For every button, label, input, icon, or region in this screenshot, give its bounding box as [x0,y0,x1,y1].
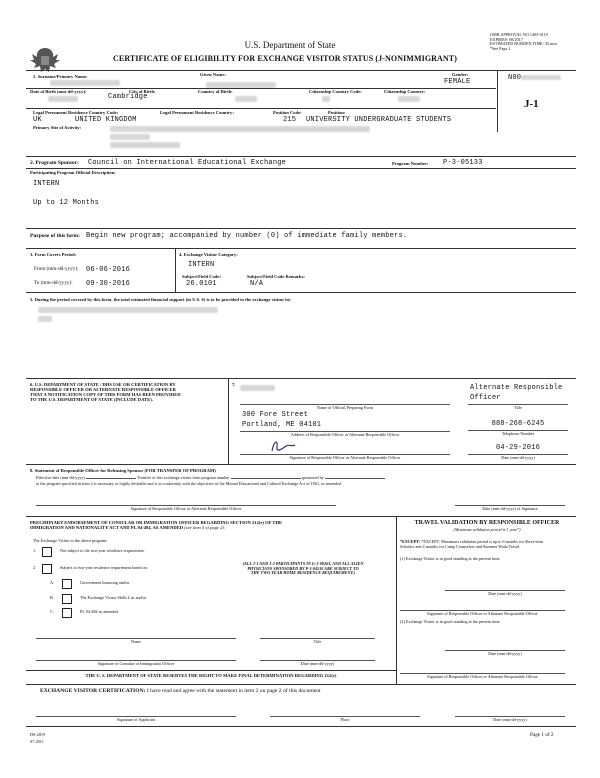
endorse-c-text: PL 94-484 as amended [80,609,119,614]
purpose-value: Begin new program; accompanied by number (0) of immediate family members. [86,232,408,240]
endorse-note-2: PHYSICIANS SPONSORED BY P-3-04510 ARE SUBJECT TO [247,565,359,571]
program-desc-1: INTERN [33,180,60,188]
surname-value [50,80,120,86]
position-label: Position: [328,110,346,115]
city-birth-label: City of Birth: [129,89,156,94]
endorse-title-1: PRELIMINARY ENDORSEMENT OF CONSULAR OR IMMIGRATION OFFICER REGARDING SECTION 212(e) OF THE [30,520,283,525]
travel-date-label-2: Date (mm-dd-yyyy) [488,651,522,656]
pl94-checkbox[interactable] [62,608,72,618]
gender-value: FEMALE [444,78,471,86]
omb-expires: EXPIRES: 08/2017 [490,36,523,42]
cert-text: I have read and agree with the statement in item 2 on page 2 of this document [146,688,321,694]
period-label: 3. Form Covers Period: [30,252,77,257]
citizenship-code-label: Citizenship Country Code: [309,89,362,94]
program-desc-2: Up to 12 Months [33,199,100,207]
financial-support-value-1 [38,307,218,313]
place-label: Place [340,717,350,722]
form-title: CERTIFICATE OF ELIGIBILITY FOR EXCHANGE VISITOR STATUS (J-NONIMMIGRANT) [113,54,457,63]
consular-date-label: Date (mm-dd-yyyy) [300,661,335,666]
endorse-opt1-text: Not subject to the two-year residence requirement. [60,548,145,553]
skills-list-checkbox[interactable] [62,594,72,604]
transfer-effective-date: Effective date (mm-dd-yyyy) [36,475,85,480]
dob-value [48,96,78,102]
official-title-label: Title [514,405,522,410]
dos-note-3: THAT A NOTIFICATION COPY OF THIS FORM HAS BEEN PROVIDED [30,392,181,398]
form-revision: 07-2011 [30,739,44,744]
dob-label: Date of Birth (mm-dd-yyyy): [30,89,87,94]
from-value: 06-06-2016 [86,266,131,274]
category-label: 4. Exchange Visitor Category: [179,252,238,257]
not-subject-checkbox[interactable] [42,547,52,557]
endorse-note-1: (ALL J-1 AND J-2 PARTICIPANTS IN G-2-00263, AND ALL ALIEN [242,561,364,566]
cert-date-label: Date (mm-dd-yyyy) [493,717,527,722]
gov-financing-checkbox[interactable] [62,579,72,589]
travel-except-2: Scholars and 4 months for Camp Counselors and Summer Work/Travel. [400,543,521,549]
omb-burden: ESTIMATED BURDEN TIME: 45 min [490,41,557,47]
transfer-date-label: Date (mm-dd-yyyy) of Signature [482,506,538,511]
sponsor-value: Council on International Educational Exchange [88,159,287,167]
travel-title: TRAVEL VALIDATION BY RESPONSIBLE OFFICER [414,520,560,526]
lpr-country-label: Legal Permanent Residence Country: [160,110,234,115]
transfer-label: 8. Statement of Responsible Officer for Releasing Sponsor (FOR TRANSFER OF PROGRAM) [30,468,216,473]
transfer-signature-label: Signature of Responsible Officer or Alternate Responsible Officer [130,506,242,511]
page-number: Page 1 of 2 [530,732,554,738]
subject-code-value: 26.0101 [186,280,217,288]
to-value: 09-30-2016 [86,280,131,288]
endorse-opt2-num: 2. [33,565,37,570]
position-code-label: Position Code: [273,110,302,115]
consular-signature-label: Signature of Consular or Immigration Officer [97,661,175,666]
endorse-opt1-num: 1. [33,548,37,553]
travel-item-2: (2) Exchange Visitor is in good standing at the present time. [400,619,501,624]
item7-number: 7. [232,382,236,387]
endorse-intro: The Exchange Visitor to the above program: [33,538,108,543]
lpr-code-value: UK [33,116,42,124]
program-desc-label: Participating Program Official Description: [30,170,116,175]
citizenship-code-value [322,96,330,102]
travel-date-label-1: Date (mm-dd-yyyy) [488,591,522,596]
omb-see-page: *See Page 2 [490,45,511,51]
country-birth-label: Country of Birth: [198,89,233,94]
official-name [240,385,275,391]
lpr-code-label: Legal Permanent Residence Country Code: [33,110,119,115]
signed-date-label: Date (mm-dd-yyyy) [501,455,535,460]
lpr-country-value: UNITED KINGDOM [75,116,137,124]
subject-remarks-label: Subject/Field Code Remarks: [247,274,305,279]
citizenship-country-value [398,96,420,102]
form-number: DS-2019 [30,732,46,737]
sponsor-label: 2. Program Sponsor: [30,160,79,166]
endorse-name-label: Name [131,639,141,644]
program-number-label: Program Number: [392,161,429,166]
cert-label: EXCHANGE VISITOR CERTIFICATION: [40,688,146,694]
dos-note-2: RESPONSIBLE OFFICER OR ALTERNATE RESPONSIBLE OFFICER [30,387,176,393]
phone-label: Telephone Number [501,431,535,436]
endorse-footer: THE U. S. DEPARTMENT OF STATE RESERVES THE RIGHT TO MAKE FINAL DETERMINATION REGARDING 212(e) [85,673,337,678]
site-label: Primary Site of Activity: [33,125,82,130]
dos-note-4: TO THE U.S. DEPARTMENT OF STATE (INCLUDE DATE). [30,397,153,403]
endorse-title-label: Title [313,639,322,644]
transfer-from-program: Transfer of this exchange visitor from program number [137,475,230,480]
given-name-label: Given Name: [200,72,226,77]
position-code-value: 215 [283,116,297,124]
endorse-a-letter: A. [50,580,55,585]
to-label: To (mm-dd-yyyy): [34,280,73,286]
category-value: INTERN [188,261,215,269]
dos-note-1: 6. U.S. DEPARTMENT OF STATE / DHS USE OR CERTIFICATION BY [30,382,176,387]
endorse-a-text: Government financing and/or [80,580,130,585]
endorse-title-2b: (see item 5 of page 2). [184,525,226,531]
transfer-sponsored-by: sponsored by [301,475,324,480]
office-address-2: Portland, ME 04101 [242,421,322,429]
site-line1 [110,126,370,132]
site-line3 [110,142,180,148]
city-birth-value: Cambridge [108,93,148,101]
transfer-statement: to the program specified in item 2 is necessary or highly desirable and is in conformity with the objectives of the Mutual Educational and Cultural Exchange Act of 1961, as amended. [36,481,342,486]
country-birth-value [235,96,257,102]
form-type: J-1 [524,98,539,110]
office-address-1: 300 Fore Street [242,411,309,419]
citizenship-country-label: Citizenship Country: [384,89,426,94]
applicant-signature-label: Signature of Applicant [117,717,155,722]
surname-label: 1. Surname/Primary Name: [33,74,88,79]
endorse-opt2-text: Subject to two-year residence requirement based on: [60,565,148,570]
travel-sig-label-1: Signature of Responsible Officer or Alternate Responsible Officer [427,611,538,616]
purpose-label: Purpose of this form: [30,233,80,239]
omb-approval: OMB APPROVAL NO 1405-0119 [490,32,548,37]
gender-label: Gender: [452,72,469,77]
endorse-b-text: The Exchange Visitor Skills List and/or [80,595,147,600]
position-value: UNIVERSITY UNDERGRADUATE STUDENTS [306,116,452,124]
phone-value: 888-268-6245 [491,420,545,428]
financial-support-label: 5. During the period covered by this form, the total estimated financial support (in U.S. $) is to be provided to the exchange visitor by: [30,297,292,302]
travel-except-1: *EXCEPT: Maximum validation period is up to 6 months for Short-term [421,539,544,544]
travel-subtitle: (Maximum validation period is 1 year*) [453,527,521,532]
department-name: U.S. Department of State [244,40,336,50]
endorse-b-letter: B. [50,595,54,600]
official-name-label: Name of Official Preparing Form [317,405,373,410]
signed-date-value: 04-29-2016 [495,444,540,452]
site-line2 [110,134,150,140]
from-label: From (mm-dd-yyyy): [34,266,79,272]
program-number-value: P-3-05133 [443,159,483,167]
department-seal [28,44,62,76]
endorse-c-letter: C. [50,609,54,614]
endorse-title-2: IMMIGRATION AND NATIONALITY ACT AND PL 94-484, AS AMENDED [30,525,184,531]
subject-checkbox[interactable] [42,564,52,574]
sevis-id: N00 [508,74,561,82]
subject-code-label: Subject/Field Code: [182,274,221,279]
travel-sig-label-2: Signature of Responsible Officer or Alternate Responsible Officer [427,674,538,679]
endorse-note-3: THE TWO-YEAR HOME RESIDENCE REQUIREMENT.) [250,570,356,576]
subject-remarks-value: N/A [250,280,264,288]
official-title: Alternate Responsible Officer [470,384,563,402]
travel-item-1: (1) Exchange Visitor is in good standing at the present time. [400,556,501,561]
address-label: Address of Responsible Officer or Alternate Responsible Officer [290,432,400,437]
officer-signature-label: Signature of Responsible Officer or Alternate Responsible Officer [289,455,401,460]
financial-support-value-2 [38,316,52,322]
